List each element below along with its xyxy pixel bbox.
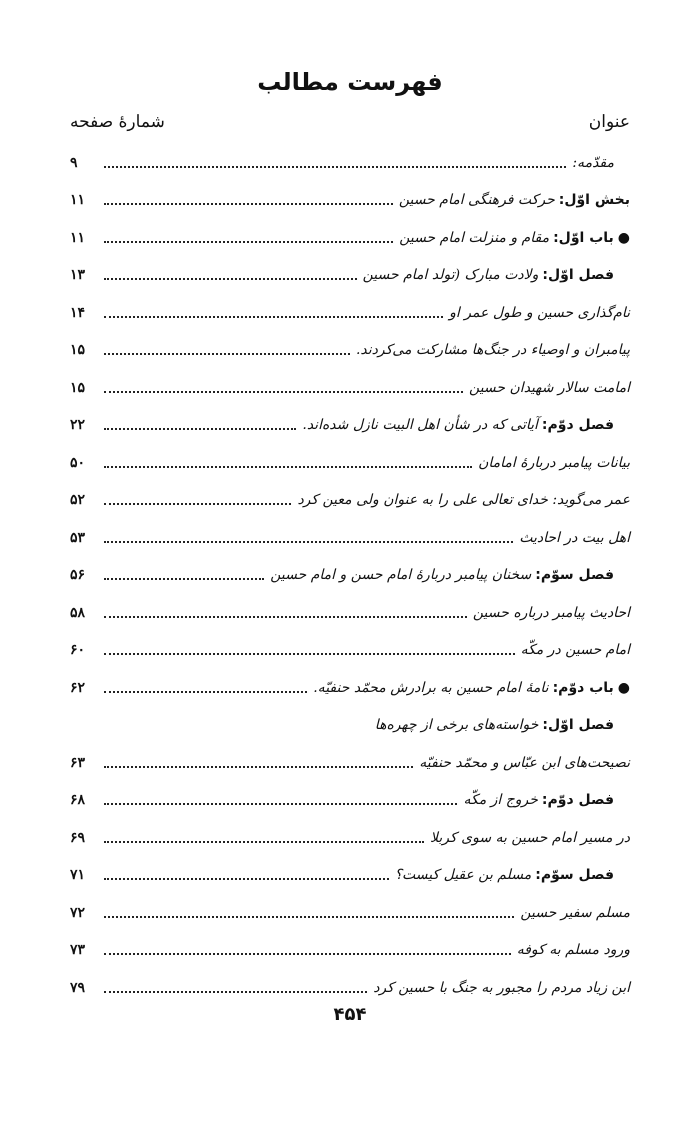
toc-entry-page-number: ۱۵ bbox=[70, 342, 86, 359]
toc-entry bbox=[70, 332, 630, 370]
dot-leader bbox=[104, 841, 424, 843]
bullet-icon: ● bbox=[617, 679, 630, 696]
toc-entry-text: مسلم بن عقیل کیست؟ bbox=[394, 867, 532, 884]
toc-entry-label bbox=[572, 155, 614, 171]
dot-leader bbox=[104, 653, 515, 655]
toc-entry-text: نصیحت‌های ابن عبّاس و محمّد حنفیّه bbox=[419, 754, 630, 771]
toc-entry-label bbox=[375, 717, 614, 733]
toc-entry-label bbox=[430, 830, 630, 846]
toc-entry-text: مقام و منزلت امام حسین bbox=[399, 229, 550, 246]
dot-leader bbox=[104, 541, 513, 543]
toc-entry-page-number: ۱۱ bbox=[70, 229, 86, 246]
toc-entry-prefix: فصل سوّم: bbox=[535, 867, 614, 884]
toc-entry-page-number: ۹ bbox=[70, 154, 78, 171]
toc-entry-page-number: ۱۵ bbox=[70, 379, 86, 396]
toc-entry-label bbox=[469, 380, 630, 396]
bullet-icon: ● bbox=[617, 229, 630, 246]
toc-entry-text: ابن زیاد مردم را مجبور به جنگ با حسین کرد bbox=[373, 979, 630, 996]
toc-entry-label bbox=[419, 755, 630, 771]
column-headers bbox=[70, 112, 630, 132]
toc-entry-text: امام حسین در مکّه bbox=[520, 642, 630, 659]
toc-entry bbox=[70, 894, 630, 932]
dot-leader bbox=[104, 503, 291, 505]
dot-leader bbox=[104, 166, 566, 168]
dot-leader bbox=[104, 391, 463, 393]
toc-entry bbox=[70, 257, 630, 295]
toc-entry-page-number: ۶۳ bbox=[70, 754, 86, 771]
toc-entry bbox=[70, 969, 630, 1007]
toc-entry-text: پیامبران و اوصیاء در جنگ‌ها مشارکت می‌کردند. bbox=[355, 342, 630, 359]
toc-entry bbox=[70, 369, 630, 407]
toc-entry bbox=[70, 594, 630, 632]
toc-entry bbox=[70, 219, 630, 257]
toc-entry bbox=[70, 482, 630, 520]
table-of-contents bbox=[70, 144, 630, 1007]
toc-entry bbox=[70, 557, 630, 595]
toc-entry-text: بیانات پیامبر دربارهٔ امامان bbox=[478, 454, 630, 471]
toc-entry-page-number: ۶۰ bbox=[70, 642, 86, 659]
toc-entry-prefix: فصل دوّم: bbox=[541, 417, 614, 434]
toc-entry-text: نام‌گذاری حسین و طول عمر او bbox=[449, 304, 630, 321]
toc-entry-prefix: باب اوّل: bbox=[553, 229, 614, 246]
toc-entry-text: احادیث پیامبر درباره حسین bbox=[472, 604, 630, 621]
toc-entry-page-number: ۲۲ bbox=[70, 417, 86, 434]
toc-entry-text: خواسته‌های برخی از چهره‌ها bbox=[374, 717, 539, 734]
toc-entry-text: حرکت فرهنگی امام حسین bbox=[398, 192, 555, 209]
toc-entry-page-number: ۵۳ bbox=[70, 529, 86, 546]
toc-entry-prefix: بخش اوّل: bbox=[558, 192, 630, 209]
toc-entry-label bbox=[521, 642, 630, 658]
toc-entry-label bbox=[356, 342, 630, 358]
dot-leader bbox=[104, 803, 457, 805]
toc-entry-page-number: ۷۹ bbox=[70, 979, 86, 996]
toc-entry bbox=[70, 782, 630, 820]
toc-entry-page-number: ۶۸ bbox=[70, 792, 86, 809]
toc-entry bbox=[70, 707, 630, 745]
toc-entry-text: عمر می‌گوید: خدای تعالی علی را به عنوان ولی معین کرد bbox=[297, 492, 630, 509]
page-title: فهرست مطالب bbox=[257, 68, 443, 96]
dot-leader bbox=[104, 316, 443, 318]
toc-entry-page-number: ۱۴ bbox=[70, 304, 86, 321]
toc-entry-page-number: ۷۳ bbox=[70, 942, 86, 959]
dot-leader bbox=[104, 278, 357, 280]
toc-entry-page-number: ۱۳ bbox=[70, 267, 86, 284]
toc-entry-text: نامهٔ امام حسین به برادرش محمّد حنفیّه. bbox=[313, 679, 549, 696]
toc-entry-page-number: ۱۱ bbox=[70, 192, 86, 209]
toc-entry-text: سخنان پیامبر دربارهٔ امام حسن و امام حسین bbox=[270, 567, 532, 584]
toc-entry-page-number: ۶۹ bbox=[70, 829, 86, 846]
dot-leader bbox=[104, 203, 393, 205]
toc-entry-label bbox=[519, 530, 630, 546]
toc-entry bbox=[70, 144, 630, 182]
toc-entry-label bbox=[363, 267, 614, 283]
toc-entry-label bbox=[517, 942, 630, 958]
toc-entry-label bbox=[297, 492, 630, 508]
toc-entry bbox=[70, 744, 630, 782]
toc-entry-prefix: باب دوّم: bbox=[552, 679, 614, 696]
toc-entry-text: در مسیر امام حسین به سوی کربلا bbox=[430, 829, 630, 846]
toc-entry-label bbox=[478, 455, 630, 471]
dot-leader bbox=[104, 466, 472, 468]
toc-entry bbox=[70, 444, 630, 482]
page-number-column-header: شمارهٔ صفحه bbox=[70, 112, 165, 132]
toc-entry-page-number: ۵۶ bbox=[70, 567, 86, 584]
toc-entry-label bbox=[313, 680, 630, 696]
toc-entry-prefix: فصل دوّم: bbox=[541, 792, 614, 809]
dot-leader bbox=[104, 616, 467, 618]
toc-entry-text: مقدّمه: bbox=[572, 154, 614, 171]
toc-entry-page-number: ۶۲ bbox=[70, 679, 86, 696]
toc-entry bbox=[70, 519, 630, 557]
toc-entry-label bbox=[270, 567, 614, 583]
dot-leader bbox=[104, 991, 367, 993]
toc-entry-label bbox=[449, 305, 630, 321]
toc-entry-text: امامت سالار شهیدان حسین bbox=[469, 379, 630, 396]
toc-entry-prefix: فصل اوّل: bbox=[542, 267, 614, 284]
toc-entry-text: اهل بیت در احادیث bbox=[519, 529, 630, 546]
toc-entry-text: ورود مسلم به کوفه bbox=[516, 942, 630, 959]
toc-entry-page-number: ۷۱ bbox=[70, 867, 86, 884]
toc-entry-label bbox=[373, 980, 630, 996]
toc-entry bbox=[70, 182, 630, 220]
dot-leader bbox=[104, 428, 296, 430]
toc-entry-page-number: ۵۲ bbox=[70, 492, 86, 509]
toc-entry bbox=[70, 407, 630, 445]
dot-leader bbox=[104, 353, 350, 355]
toc-entry-text: ولادت مبارک (تولد امام حسین bbox=[362, 267, 539, 284]
dot-leader bbox=[104, 766, 413, 768]
toc-entry-prefix: فصل سوّم: bbox=[535, 567, 614, 584]
toc-entry-prefix: فصل اوّل: bbox=[542, 717, 614, 734]
toc-entry-text: خروج از مکّه bbox=[463, 792, 538, 809]
toc-entry-label bbox=[520, 905, 630, 921]
page-folio-number: ۴۵۴ bbox=[333, 1004, 367, 1025]
toc-entry-label bbox=[473, 605, 630, 621]
toc-entry bbox=[70, 294, 630, 332]
toc-entry bbox=[70, 932, 630, 970]
toc-entry-text: مسلم سفیر حسین bbox=[520, 904, 630, 921]
toc-entry-label bbox=[399, 192, 630, 208]
toc-entry-label bbox=[399, 230, 630, 246]
toc-entry-page-number: ۵۸ bbox=[70, 604, 86, 621]
toc-entry-label bbox=[395, 867, 614, 883]
toc-entry-label bbox=[463, 792, 614, 808]
dot-leader bbox=[104, 953, 511, 955]
dot-leader bbox=[104, 878, 389, 880]
dot-leader bbox=[104, 241, 393, 243]
toc-entry bbox=[70, 857, 630, 895]
dot-leader bbox=[104, 578, 264, 580]
toc-entry-label bbox=[302, 417, 614, 433]
toc-entry-text: آیاتی که در شأن اهل البیت نازل شده‌اند. bbox=[302, 417, 538, 434]
toc-entry-page-number: ۷۲ bbox=[70, 904, 86, 921]
dot-leader bbox=[104, 916, 514, 918]
toc-entry bbox=[70, 669, 630, 707]
toc-entry bbox=[70, 632, 630, 670]
title-column-header: عنوان bbox=[588, 112, 630, 132]
dot-leader bbox=[104, 691, 307, 693]
toc-entry-page-number: ۵۰ bbox=[70, 454, 86, 471]
toc-entry bbox=[70, 819, 630, 857]
